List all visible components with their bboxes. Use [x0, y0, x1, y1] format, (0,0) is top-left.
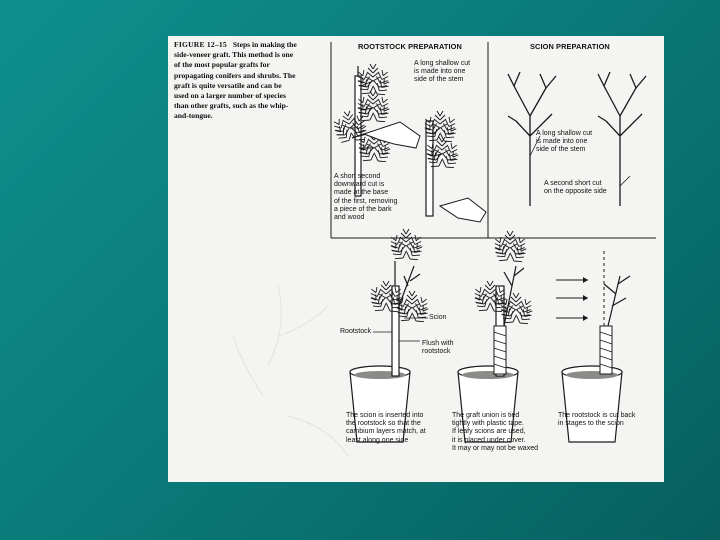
scion-long-cut-label: A long shallow cut is made into one side of the stem [536, 130, 593, 154]
figure-number: FIGURE 12–15 [174, 40, 227, 49]
rootstock-preparation-header: ROOTSTOCK PREPARATION [358, 42, 462, 51]
figure-caption [174, 40, 298, 122]
scion-second-cut-label: A second short cut on the opposite side [544, 180, 607, 196]
step-cut-back-label: The rootstock is cut back in stages to the scion [558, 412, 636, 428]
rootstock-long-cut-label: A long shallow cut is made into one side of the stem [414, 60, 471, 84]
step-tie-graft-label: The graft union is tied tightly with plastic tape. If leafy scions are used, it is placed under cover. It may or may not be waxed [452, 412, 538, 452]
figure-panel [168, 36, 664, 482]
scion-label: Scion [429, 314, 447, 321]
rootstock-short-cut-label: A short second downward cut is made at the base of the first, removing a piece of the bark and wood [334, 173, 398, 222]
scion-preparation-header: SCION PREPARATION [530, 42, 610, 51]
rootstock-label: Rootstock [340, 328, 372, 335]
figure-caption-text: Steps in making the side-veneer graft. This method is one of the most popular grafts for propagating conifers and shrubs. The graft is quite versatile and can be used on a larger number of species than other grafts, such as the whip-and-tongue. [174, 40, 297, 121]
step-insert-scion-label: The scion is inserted into the rootstock so that the cambium layers match, at least along one side [346, 412, 426, 444]
flush-with-rootstock-label: Flush with rootstock [422, 340, 454, 356]
